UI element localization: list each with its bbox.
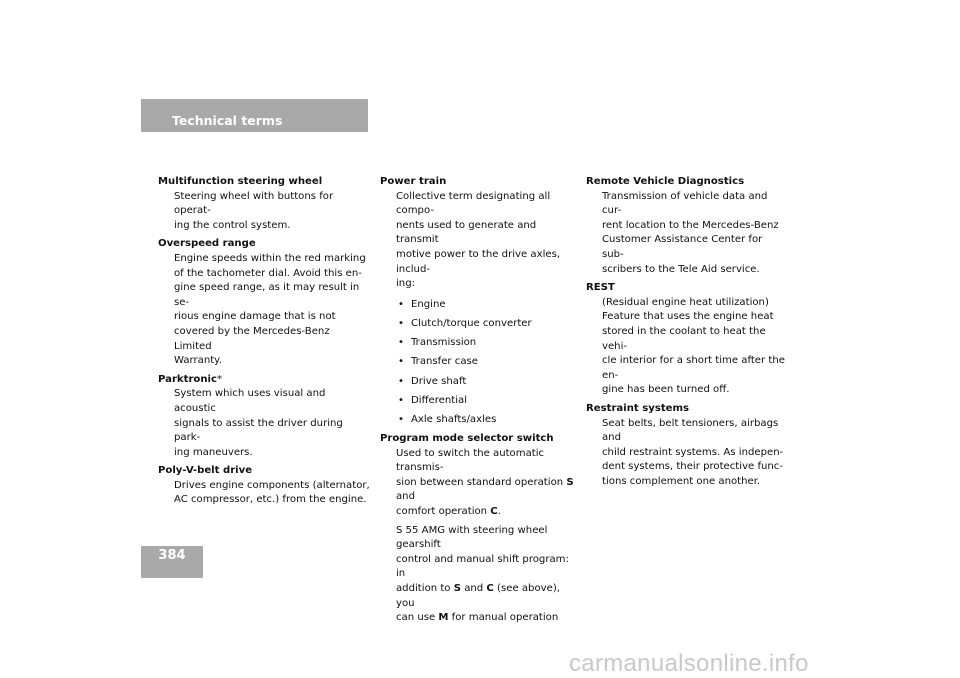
term-text: Parktronic <box>158 373 217 385</box>
definition-line <box>396 582 580 611</box>
column-2 <box>380 175 580 630</box>
definition-line: Collective term designating all compo- <box>396 190 551 217</box>
list-item-label: Drive shaft <box>411 375 467 387</box>
mode-s-label: S <box>566 476 574 488</box>
power-train-components-list <box>380 298 580 428</box>
list-item-label: Differential <box>411 394 468 406</box>
definition-restraint-systems <box>586 417 786 490</box>
definition-line: nents used to generate and transmit <box>396 219 537 246</box>
term-restraint-systems: Restraint systems <box>586 402 690 414</box>
list-item <box>380 298 580 313</box>
amg-note-paragraph <box>380 524 580 626</box>
text-run: . <box>497 506 501 518</box>
definition-line: covered by the Mercedes-Benz Limited <box>174 325 330 352</box>
definition-line: Feature that uses the engine heat <box>602 311 774 323</box>
section-header <box>141 99 368 132</box>
term-parktronic <box>158 373 370 388</box>
text-run: and <box>460 583 487 594</box>
term-multifunction-steering-wheel: Multifunction steering wheel <box>158 176 323 187</box>
bullet-icon: • <box>398 375 404 387</box>
column-1 <box>158 175 370 512</box>
definition-overspeed-range <box>158 252 370 369</box>
section-title: Technical terms <box>172 113 283 128</box>
definition-line <box>396 611 580 626</box>
bullet-icon: • <box>398 337 404 349</box>
page-number: 384 <box>158 548 186 563</box>
list-item-label: Axle shafts/axles <box>411 413 497 425</box>
definition-line: AC compressor, etc.) from the engine. <box>174 494 367 506</box>
definition-line: child restraint systems. As indepen- <box>602 446 784 458</box>
definition-program-mode-selector-switch <box>380 447 580 520</box>
definition-line: Engine speeds within the red marking <box>174 252 366 264</box>
mode-c-label: C <box>486 583 494 594</box>
definition-line: motive power to the drive axles, includ- <box>396 248 561 275</box>
list-item-label: Transfer case <box>411 356 478 368</box>
definition-line: of the tachometer dial. Avoid this en- <box>174 267 362 279</box>
definition-rest <box>586 296 786 398</box>
definition-power-train <box>380 190 580 292</box>
term-program-mode-selector-switch: Program mode selector switch <box>380 433 554 445</box>
list-item-label: Clutch/torque converter <box>411 317 532 329</box>
term-remote-vehicle-diagnostics: Remote Vehicle Diagnostics <box>586 176 745 187</box>
definition-line: ing the control system. <box>174 219 291 231</box>
definition-line: ing: <box>396 278 416 290</box>
list-item <box>380 413 580 428</box>
bullet-icon: • <box>398 413 404 425</box>
definition-line: rious engine damage that is not <box>174 311 336 323</box>
definition-line: S 55 AMG with steering wheel gearshift <box>396 524 548 551</box>
definition-line: signals to assist the driver during park- <box>174 417 343 444</box>
definition-line: dent systems, their protective func- <box>602 461 783 473</box>
definition-line: control and manual shift program: in <box>396 553 569 580</box>
definition-multifunction-steering-wheel <box>158 190 370 234</box>
bullet-icon: • <box>398 298 404 310</box>
definition-line: Customer Assistance Center for sub- <box>602 234 763 260</box>
definition-line: Steering wheel with buttons for operat- <box>174 190 334 217</box>
definition-line: Transmission of vehicle data and cur- <box>602 190 768 217</box>
mode-c-label: C <box>490 506 498 518</box>
definition-line: (Residual engine heat utilization) <box>602 296 769 308</box>
definition-line: rent location to the Mercedes-Benz <box>602 219 779 231</box>
definition-line <box>396 505 580 520</box>
definition-line: ing maneuvers. <box>174 446 253 458</box>
mode-m-label: M <box>438 612 449 624</box>
text-run: comfort operation <box>396 506 491 518</box>
bullet-icon: • <box>398 317 404 329</box>
definition-line: cle interior for a short time after the en- <box>602 355 785 381</box>
watermark: carmanualsonline.info <box>569 650 809 677</box>
term-power-train: Power train <box>380 176 447 187</box>
definition-line: scribers to the Tele Aid service. <box>602 263 760 275</box>
definition-line: Used to switch the automatic transmis- <box>396 447 545 474</box>
list-item-label: Engine <box>411 298 446 310</box>
definition-line: stored in the coolant to heat the vehi- <box>602 325 766 352</box>
mode-s-label: S <box>453 583 461 594</box>
text-run: can use <box>396 612 439 624</box>
definition-line: System which uses visual and acoustic <box>174 388 326 414</box>
list-item <box>380 394 580 409</box>
definition-parktronic <box>158 387 370 460</box>
text-run: addition to <box>396 583 454 594</box>
definition-line <box>396 476 580 505</box>
term-overspeed-range: Overspeed range <box>158 238 256 250</box>
column-3 <box>586 175 786 493</box>
text-run: sion between standard operation <box>396 476 567 488</box>
list-item <box>380 355 580 370</box>
definition-line: gine speed range, as it may result in se- <box>174 282 360 308</box>
text-run: for manual operation <box>448 612 559 624</box>
definition-line: tions complement one another. <box>602 475 761 487</box>
definition-line: gine has been turned off. <box>602 384 730 396</box>
definition-poly-v-belt-drive <box>158 479 370 508</box>
term-rest: REST <box>586 282 615 294</box>
text-run: and <box>396 491 415 503</box>
bullet-icon: • <box>398 394 404 406</box>
list-item <box>380 375 580 390</box>
term-poly-v-belt-drive: Poly-V-belt drive <box>158 465 253 477</box>
page-number-box <box>141 546 203 578</box>
optional-equipment-mark: * <box>217 373 223 385</box>
definition-line: Drives engine components (alternator, <box>174 479 370 491</box>
list-item <box>380 317 580 332</box>
definition-remote-vehicle-diagnostics <box>586 190 786 278</box>
list-item <box>380 336 580 351</box>
text-run: (see above), you <box>396 583 560 609</box>
bullet-icon: • <box>398 356 404 368</box>
definition-line: Seat belts, belt tensioners, airbags and <box>602 417 779 444</box>
list-item-label: Transmission <box>411 337 477 349</box>
definition-line: Warranty. <box>174 355 222 367</box>
